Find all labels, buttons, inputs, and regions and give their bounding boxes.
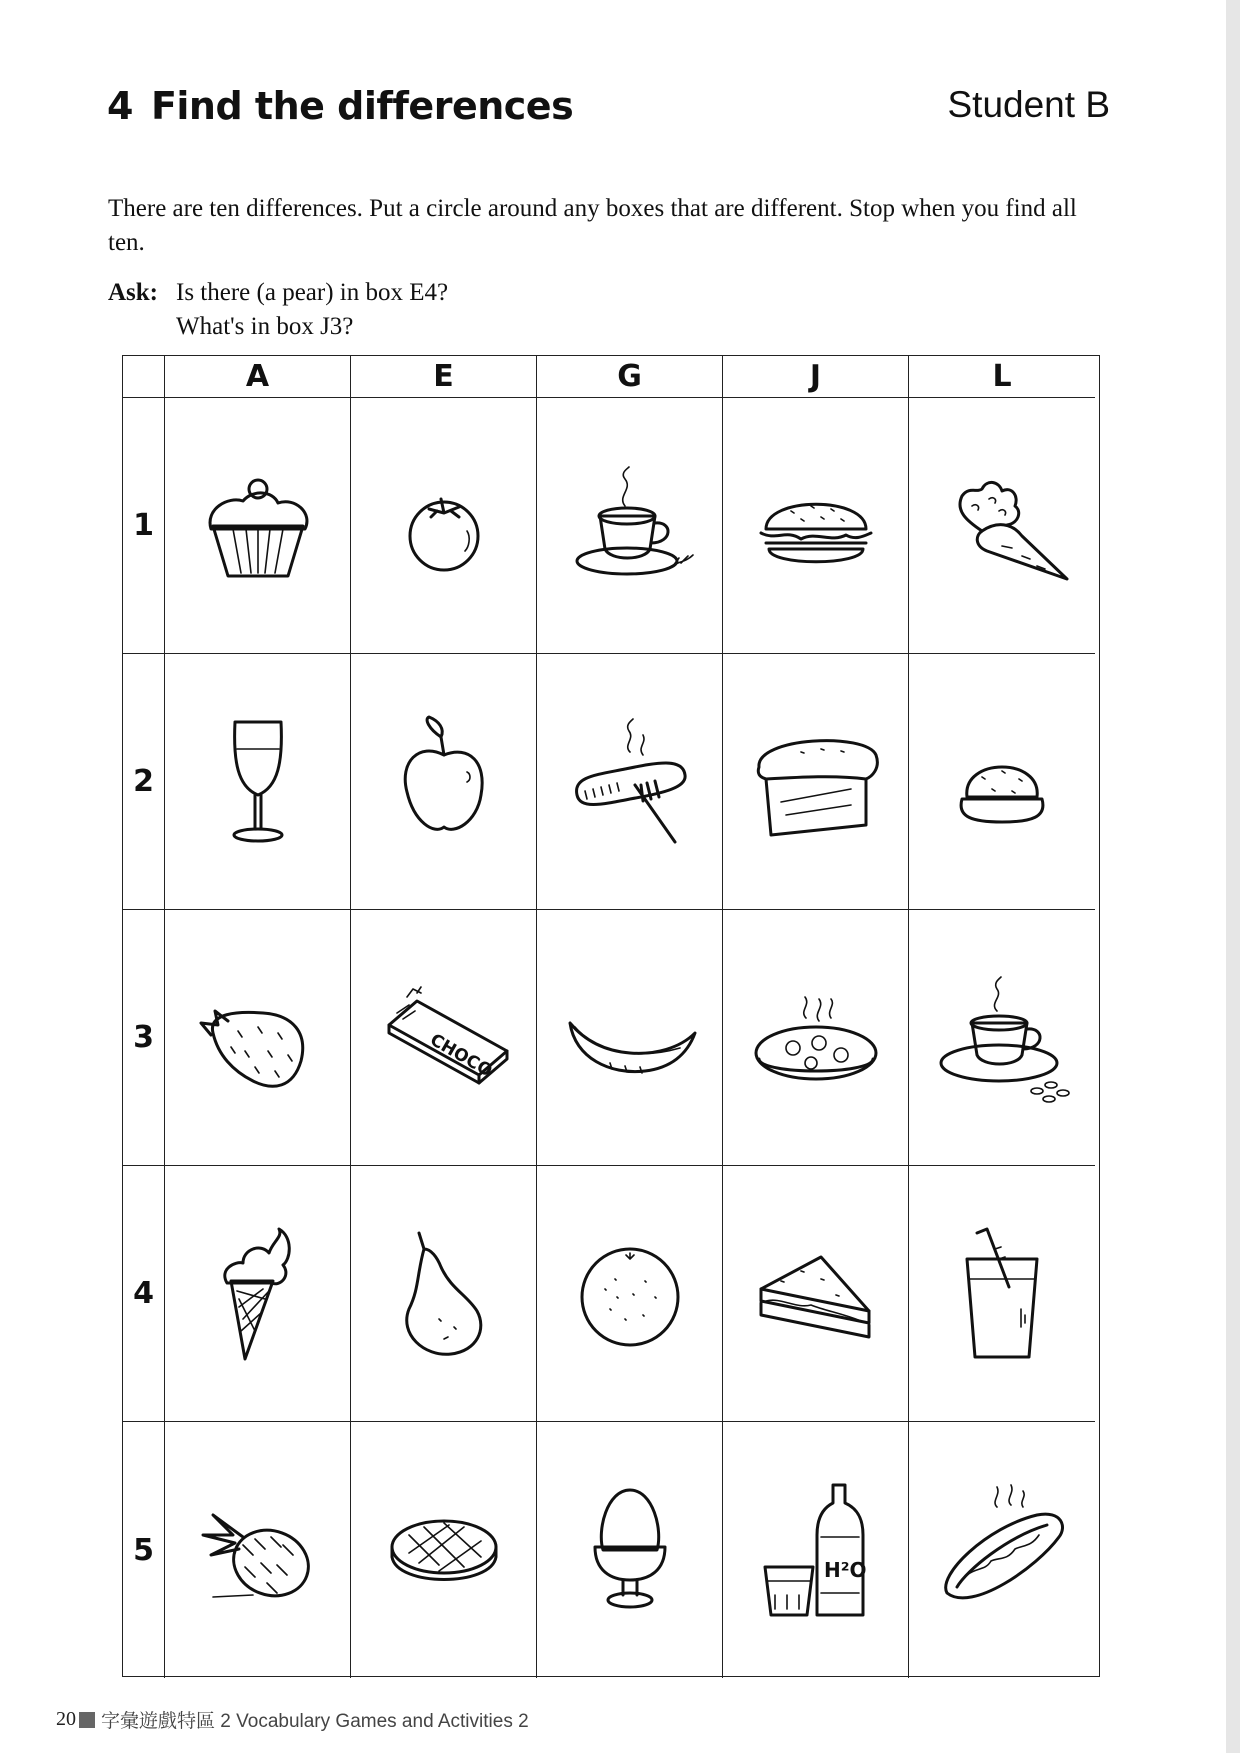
ask-label: Ask: bbox=[108, 279, 159, 306]
apple-icon bbox=[369, 707, 519, 857]
water-bottle-label: H²O bbox=[823, 1558, 866, 1582]
box-A5[interactable] bbox=[165, 1422, 351, 1678]
cupcake-icon bbox=[183, 451, 333, 601]
bread-roll-icon bbox=[927, 707, 1077, 857]
box-G4[interactable] bbox=[537, 1166, 723, 1422]
loaf-of-bread-icon bbox=[741, 707, 891, 857]
box-L1[interactable] bbox=[909, 398, 1095, 654]
grid-corner bbox=[123, 356, 165, 398]
differences-grid bbox=[122, 355, 1100, 1677]
carrot-icon bbox=[927, 451, 1077, 601]
book-title: 字彙遊戲特區 2 Vocabulary Games and Activities 2 bbox=[101, 1711, 529, 1732]
box-A3[interactable] bbox=[165, 910, 351, 1166]
column-header-G: G bbox=[537, 356, 723, 398]
orange-icon bbox=[555, 1219, 705, 1369]
footer-square-icon bbox=[79, 1712, 95, 1728]
cup-of-tea-icon bbox=[555, 451, 705, 601]
row-header-2: 2 bbox=[123, 654, 165, 910]
box-E5[interactable] bbox=[351, 1422, 537, 1678]
ice-cream-icon bbox=[183, 1219, 333, 1369]
box-G3[interactable] bbox=[537, 910, 723, 1166]
box-E2[interactable] bbox=[351, 654, 537, 910]
instructions-text: There are ten differences. Put a circle around any boxes that are different. Stop when you find all ten. bbox=[108, 195, 1077, 256]
sandwich-icon bbox=[741, 1219, 891, 1369]
box-A1[interactable] bbox=[165, 398, 351, 654]
tomato-icon bbox=[369, 451, 519, 601]
ask-question-2: What's in box J3? bbox=[176, 313, 354, 340]
box-L2[interactable] bbox=[909, 654, 1095, 910]
box-A4[interactable] bbox=[165, 1166, 351, 1422]
row-header-4: 4 bbox=[123, 1166, 165, 1422]
column-header-J: J bbox=[723, 356, 909, 398]
egg-icon bbox=[555, 1475, 705, 1625]
strawberry-icon bbox=[183, 963, 333, 1113]
box-E4[interactable] bbox=[351, 1166, 537, 1422]
activity-title: Find the differences bbox=[150, 84, 574, 128]
chocolate-wrapper-text: CHOCO bbox=[426, 1029, 495, 1081]
page-number: 20 bbox=[56, 1708, 76, 1730]
ask-block bbox=[108, 276, 808, 344]
row-header-5: 5 bbox=[123, 1422, 165, 1678]
box-L4[interactable] bbox=[909, 1166, 1095, 1422]
box-L3[interactable] bbox=[909, 910, 1095, 1166]
page-header bbox=[107, 84, 1110, 144]
wine-glass-icon bbox=[183, 707, 333, 857]
box-J4[interactable] bbox=[723, 1166, 909, 1422]
pineapple-icon bbox=[183, 1475, 333, 1625]
burger-icon bbox=[741, 451, 891, 601]
box-E1[interactable] bbox=[351, 398, 537, 654]
page-footer bbox=[56, 1706, 529, 1733]
glass-of-juice-icon bbox=[927, 1219, 1077, 1369]
hot-dog-icon bbox=[927, 1475, 1077, 1625]
pizza-icon bbox=[741, 963, 891, 1113]
box-J2[interactable] bbox=[723, 654, 909, 910]
activity-number: 4 bbox=[107, 84, 133, 128]
box-G5[interactable] bbox=[537, 1422, 723, 1678]
pear-icon bbox=[369, 1219, 519, 1369]
box-J5[interactable] bbox=[723, 1422, 909, 1678]
water-icon bbox=[741, 1475, 891, 1625]
page-title bbox=[107, 84, 573, 128]
page-edge bbox=[1226, 0, 1240, 1753]
box-J1[interactable] bbox=[723, 398, 909, 654]
column-header-A: A bbox=[165, 356, 351, 398]
box-A2[interactable] bbox=[165, 654, 351, 910]
biscuit-icon bbox=[369, 1475, 519, 1625]
chocolate-bar-icon bbox=[369, 963, 519, 1113]
sausage-icon bbox=[555, 707, 705, 857]
row-header-3: 3 bbox=[123, 910, 165, 1166]
ask-question-1: Is there (a pear) in box E4? bbox=[176, 279, 449, 306]
student-label: Student B bbox=[947, 84, 1110, 125]
box-L5[interactable] bbox=[909, 1422, 1095, 1678]
box-G2[interactable] bbox=[537, 654, 723, 910]
coffee-icon bbox=[927, 963, 1077, 1113]
banana-icon bbox=[555, 963, 705, 1113]
column-header-L: L bbox=[909, 356, 1095, 398]
box-J3[interactable] bbox=[723, 910, 909, 1166]
row-header-1: 1 bbox=[123, 398, 165, 654]
box-E3[interactable] bbox=[351, 910, 537, 1166]
column-header-E: E bbox=[351, 356, 537, 398]
box-G1[interactable] bbox=[537, 398, 723, 654]
